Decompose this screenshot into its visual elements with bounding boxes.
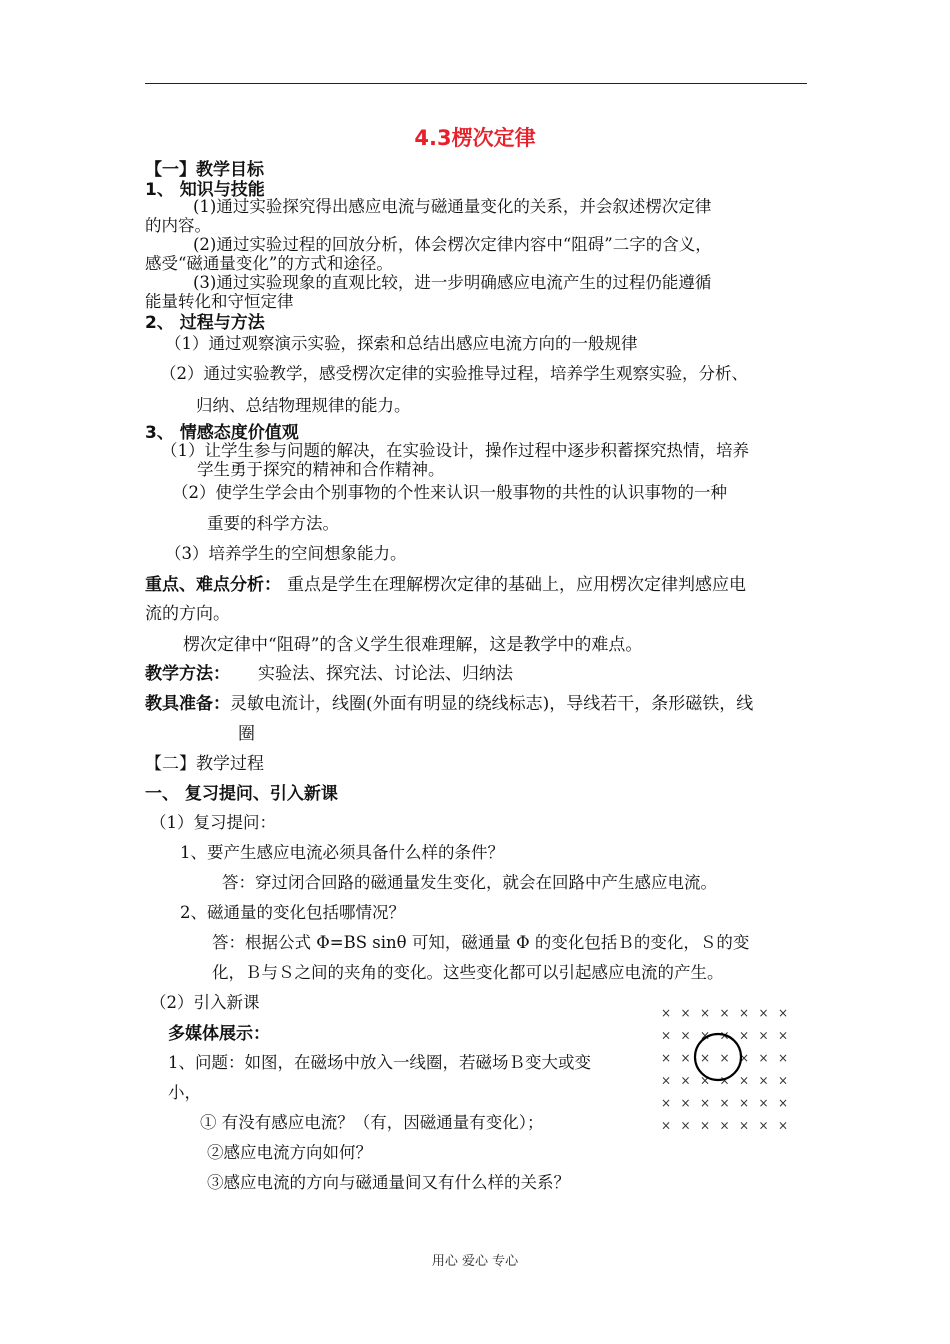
attitude-item-3: （3）培养学生的空间想象能力。 xyxy=(165,544,407,563)
field-cross-mark: × xyxy=(738,1073,750,1088)
field-cross-mark: × xyxy=(680,1118,691,1133)
objective-1-line1: (1)通过实验探究得出感应电流与磁通量变化的关系，并会叙述楞次定律 xyxy=(193,197,712,216)
field-cross-mark: × xyxy=(699,1028,711,1043)
subheading-knowledge-skills: 1、 知识与技能 xyxy=(145,180,265,200)
field-cross-mark: × xyxy=(738,1096,750,1110)
field-cross-mark: × xyxy=(699,1051,711,1065)
field-cross-mark: × xyxy=(719,1073,730,1088)
field-cross-mark: × xyxy=(738,1051,750,1065)
review-question-2: 2、磁通量的变化包括哪情况？ xyxy=(180,903,405,922)
field-cross-mark: × xyxy=(777,1118,789,1133)
review-answer-2-line1: 答：根据公式 Φ=BS sinθ 可知，磁通量 Φ 的变化包括Ｂ的变化，Ｓ的变 xyxy=(212,933,750,952)
tools-label: 教具准备： xyxy=(145,694,230,714)
keypoints-line3: 楞次定律中“阻碍”的含义学生很难理解，这是教学中的难点。 xyxy=(183,635,643,655)
field-cross-mark: × xyxy=(719,1096,730,1110)
section-heading-process: 【二】教学过程 xyxy=(145,754,264,774)
field-cross-mark: × xyxy=(660,1096,672,1110)
objective-2-line1: (2)通过实验过程的回放分析，体会楞次定律内容中“阻碍”二字的含义， xyxy=(193,235,712,254)
keypoints-text-1: 重点是学生在理解楞次定律的基础上，应用楞次定律判感应电 xyxy=(287,575,746,595)
field-cross-mark: × xyxy=(738,1006,750,1020)
field-cross-mark: × xyxy=(660,1028,672,1043)
field-cross-mark: × xyxy=(719,1051,730,1065)
keypoints-line1 xyxy=(145,570,746,595)
field-cross-mark: × xyxy=(719,1118,730,1133)
problem-line2: 小， xyxy=(168,1083,201,1102)
keypoints-line2: 流的方向。 xyxy=(145,604,230,624)
tools-line2: 圈 xyxy=(238,724,255,744)
page-footer: 用心 爱心 专心 xyxy=(431,1254,519,1269)
process-item-2-line2: 归纳、总结物理规律的能力。 xyxy=(196,396,411,415)
field-cross-mark: × xyxy=(699,1118,711,1133)
field-cross-mark: × xyxy=(660,1118,672,1133)
field-cross-mark: × xyxy=(758,1006,769,1020)
header-rule xyxy=(145,83,807,84)
field-cross-mark: × xyxy=(738,1028,750,1043)
magnetic-field-coil-figure xyxy=(656,1002,796,1133)
review-question-1: 1、要产生感应电流必须具备什么样的条件？ xyxy=(180,843,504,862)
attitude-item-2-line2: 重要的科学方法。 xyxy=(207,514,339,533)
field-cross-mark: × xyxy=(777,1096,789,1110)
field-cross-mark: × xyxy=(719,1028,730,1043)
sub-question-3: ③感应电流的方向与磁通量间又有什么样的关系？ xyxy=(207,1173,570,1192)
field-cross-mark: × xyxy=(699,1096,711,1110)
part1-heading: 一、 复习提问、引入新课 xyxy=(145,784,338,804)
field-cross-mark: × xyxy=(758,1051,769,1065)
section-heading-objectives: 【一】教学目标 xyxy=(145,160,264,180)
field-cross-mark: × xyxy=(777,1028,789,1043)
multimedia-label: 多媒体展示： xyxy=(168,1024,270,1044)
methods-line xyxy=(145,659,513,684)
field-cross-mark: × xyxy=(758,1118,769,1133)
process-item-1: （1）通过观察演示实验，探索和总结出感应电流方向的一般规律 xyxy=(165,334,638,353)
objective-3-line1: (3)通过实验现象的直观比较，进一步明确感应电流产生的过程仍能遵循 xyxy=(193,273,712,292)
field-cross-mark: × xyxy=(777,1051,789,1065)
field-cross-mark: × xyxy=(680,1096,691,1110)
field-cross-mark: × xyxy=(699,1006,711,1020)
process-item-2-line1: （2）通过实验教学，感受楞次定律的实验推导过程，培养学生观察实验，分析、 xyxy=(160,364,748,383)
attitude-item-1-line2: 学生勇于探究的精神和合作精神。 xyxy=(197,460,445,479)
tools-line1 xyxy=(145,689,753,714)
subheading-attitude-values: 3、 情感态度价值观 xyxy=(145,423,299,443)
sub-question-1: ① 有没有感应电流？（有，因磁通量有变化）； xyxy=(200,1113,544,1132)
review-answer-1: 答：穿过闭合回路的磁通量发生变化，就会在回路中产生感应电流。 xyxy=(222,873,717,892)
field-cross-mark: × xyxy=(758,1073,769,1088)
review-label: （1）复习提问： xyxy=(150,813,276,832)
field-cross-mark: × xyxy=(758,1096,769,1110)
subheading-process-methods: 2、 过程与方法 xyxy=(145,313,265,333)
review-answer-2-line2: 化，Ｂ与Ｓ之间的夹角的变化。这些变化都可以引起感应电流的产生。 xyxy=(212,963,724,982)
field-cross-mark: × xyxy=(680,1073,691,1088)
attitude-item-1-line1: （1）让学生参与问题的解决，在实验设计，操作过程中逐步积蓄探究热情，培养 xyxy=(161,441,749,460)
tools-text-1: 灵敏电流计，线圈(外面有明显的绕线标志)，导线若干，条形磁铁，线 xyxy=(230,694,754,714)
objective-3-line2: 能量转化和守恒定律 xyxy=(145,292,294,311)
intro-label: （2）引入新课 xyxy=(150,993,260,1012)
field-cross-mark: × xyxy=(680,1028,691,1043)
problem-line1: 1、问题：如图，在磁场中放入一线圈，若磁场Ｂ变大或变 xyxy=(168,1053,591,1072)
field-cross-mark: × xyxy=(758,1028,769,1043)
sub-question-2: ②感应电流方向如何？ xyxy=(207,1143,372,1162)
field-cross-mark: × xyxy=(660,1006,672,1020)
page-title: 4.3楞次定律 xyxy=(414,126,536,150)
field-cross-mark: × xyxy=(680,1051,691,1065)
field-cross-mark: × xyxy=(680,1006,691,1020)
field-cross-mark: × xyxy=(719,1006,730,1020)
methods-label: 教学方法： xyxy=(145,664,230,684)
keypoints-label: 重点、难点分析： xyxy=(145,575,281,595)
attitude-item-2-line1: （2）使学生学会由个别事物的个性来认识一般事物的共性的认识事物的一种 xyxy=(172,483,727,502)
field-cross-mark: × xyxy=(699,1073,711,1088)
field-cross-mark: × xyxy=(660,1073,672,1088)
field-cross-mark: × xyxy=(660,1051,672,1065)
methods-text: 实验法、探究法、讨论法、归纳法 xyxy=(258,664,513,684)
field-cross-mark: × xyxy=(777,1073,789,1088)
field-cross-mark: × xyxy=(777,1006,789,1020)
objective-1-line2: 的内容。 xyxy=(145,216,211,235)
objective-2-line2: 感受“磁通量变化”的方式和途径。 xyxy=(145,254,393,273)
field-cross-mark: × xyxy=(738,1118,750,1133)
